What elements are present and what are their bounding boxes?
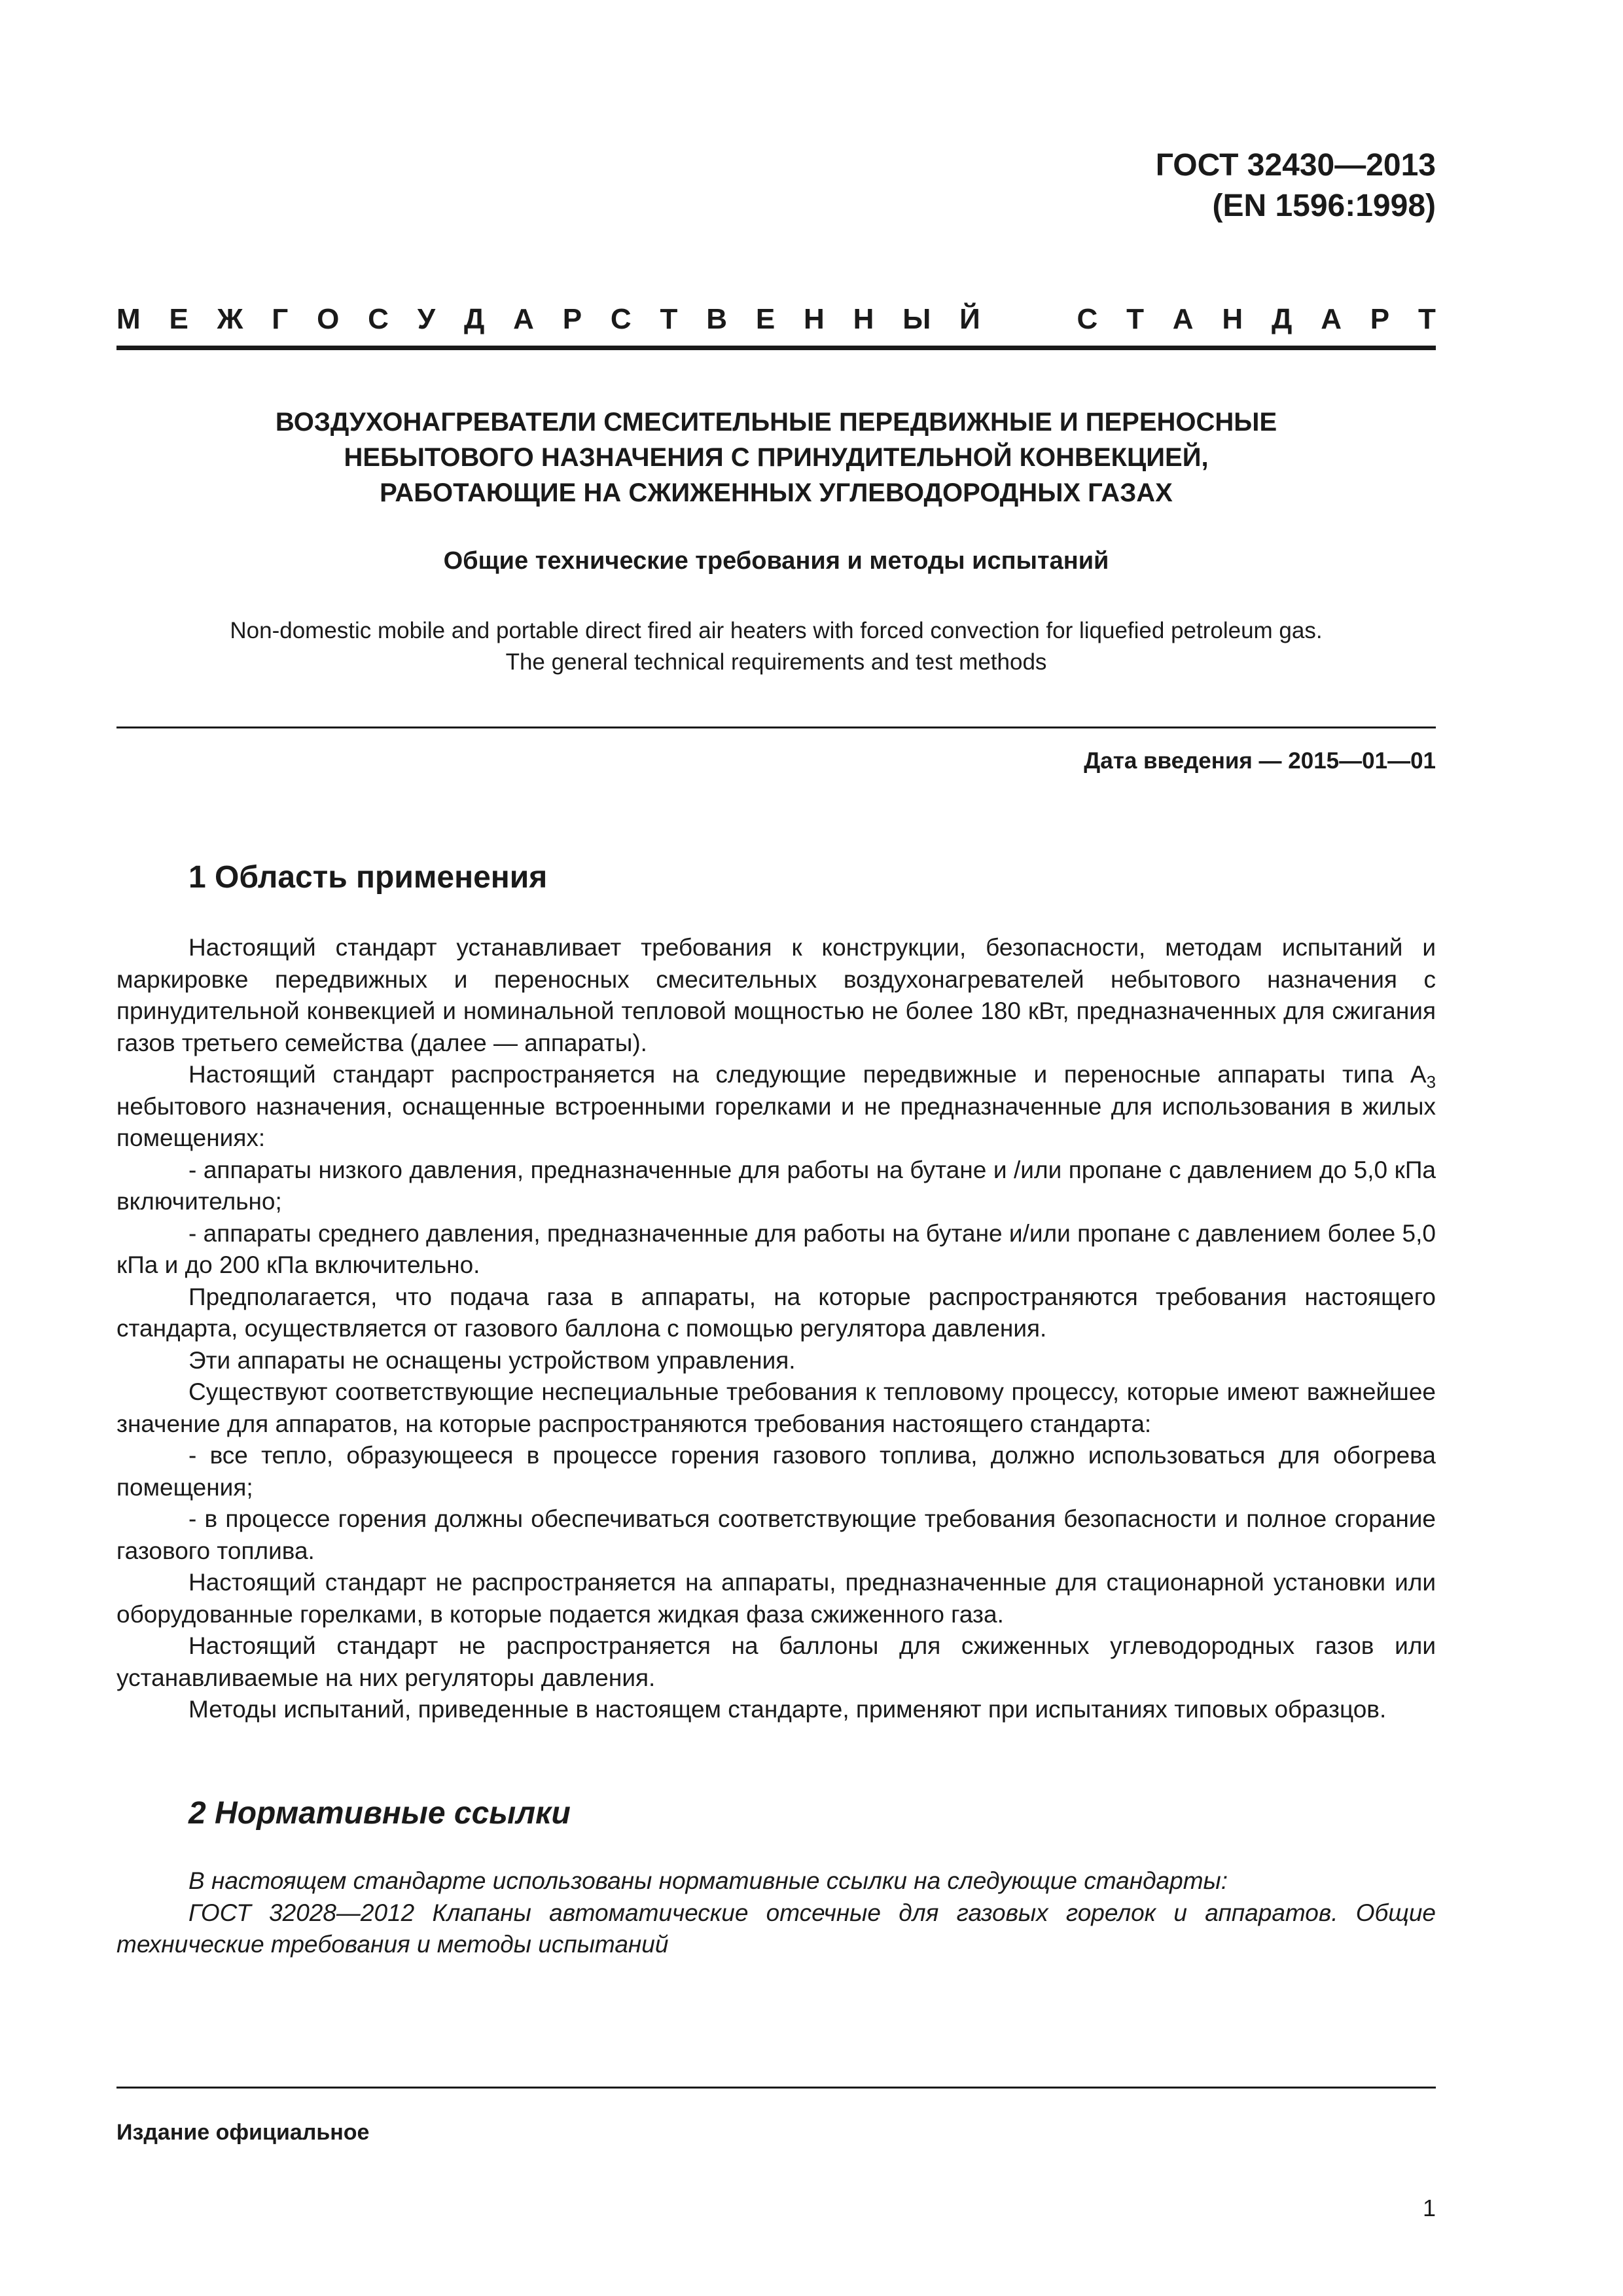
paragraph: Настоящий стандарт не распространяется на аппараты, предназначенные для стационарной установки или оборудованные горелками, в которые подается жидкая фаза сжиженного газа. [116,1569,1436,1628]
banner-letter: С [610,303,632,335]
banner-letter: Ы [902,303,931,335]
page-number: 1 [1422,2195,1436,2221]
banner-letter: С [1077,303,1098,335]
banner-letter: А [1172,303,1194,335]
banner-letter: Д [1272,303,1293,335]
subscript: 3 [1426,1073,1436,1092]
banner-letter: Н [1222,303,1243,335]
paragraph: В настоящем стандарте использованы нормативные ссылки на следующие стандарты: [188,1867,1228,1894]
banner-letter: Н [853,303,874,335]
title-line: РАБОТАЮЩИЕ НА СЖИЖЕННЫХ УГЛЕВОДОРОДНЫХ ГАЗАХ [380,478,1173,507]
banner-letter: Е [755,303,776,335]
list-item: - все тепло, образующееся в процессе горения газового топлива, должно использоваться для обогрева помещения; [116,1442,1436,1501]
paragraph: Эти аппараты не оснащены устройством управления. [188,1346,796,1374]
banner-letter: Р [562,303,582,335]
banner-letter: Й [959,303,980,335]
banner-letter: А [513,303,534,335]
banner-letter: Т [1126,303,1144,335]
paragraph: Настоящий стандарт устанавливает требования к конструкции, безопасности, методам испытаний и маркировке передвижных и переносных смесительных воздухонагревателей небытового назначения с принудительной конвекцией и номинальной тепловой мощностью не более 180 кВт, предназначенных для сжигания газов третьего семейства (далее — аппараты). [116,934,1436,1056]
official-edition-label: Издание официальное [116,2120,370,2145]
english-title [116,615,1436,678]
english-title-line: The general technical requirements and test methods [505,649,1047,675]
interstate-standard-banner [116,301,1436,338]
paragraph: Настоящий стандарт не распространяется на баллоны для сжиженных углеводородных газов или устанавливаемые на них регуляторы давления. [116,1632,1436,1691]
reference-item: ГОСТ 32028—2012 Клапаны автоматические отсечные для газовых горелок и аппаратов. Общие технические требования и методы испытаний [116,1899,1436,1958]
section-2-body [116,1865,1436,1961]
section-1-body [116,932,1436,1726]
list-item: - аппараты низкого давления, предназначенные для работы на бутане и /или пропане с давлением до 5,0 кПа включительно; [116,1156,1436,1215]
footer-divider [116,2087,1436,2089]
paragraph [116,1059,1436,1155]
list-item: - в процессе горения должны обеспечиваться соответствующие требования безопасности и полное сгорание газового топлива. [116,1505,1436,1564]
banner-letter: В [706,303,728,335]
banner-letter: Е [169,303,188,335]
banner-letter: Г [272,303,289,335]
title-line: НЕБЫТОВОГО НАЗНАЧЕНИЯ С ПРИНУДИТЕЛЬНОЙ КОНВЕКЦИЕЙ, [344,443,1209,472]
document-title [116,404,1436,511]
paragraph-text: небытового назначения, оснащенные встроенными горелками и не предназначенные для использования в жилых помещениях: [116,1092,1436,1151]
banner-letter: Т [660,303,678,335]
banner-rule [116,346,1436,350]
standard-number: ГОСТ 32430—2013 [1155,148,1436,183]
banner-letter: Н [804,303,825,335]
banner-letter: Ж [217,303,243,335]
section-1-heading: 1 Область применения [188,860,548,895]
paragraph-text: Настоящий стандарт распространяется на следующие передвижные и переносные аппараты типа A [188,1061,1427,1088]
introduction-date: Дата введения — 2015—01—01 [1084,748,1436,774]
title-line: ВОЗДУХОНАГРЕВАТЕЛИ СМЕСИТЕЛЬНЫЕ ПЕРЕДВИЖНЫЕ И ПЕРЕНОСНЫЕ [275,408,1277,437]
paragraph: Предполагается, что подача газа в аппараты, на которые распространяются требования настоящего стандарта, осуществляется от газового баллона с помощью регулятора давления. [116,1283,1436,1342]
paragraph: Методы испытаний, приведенные в настоящем стандарте, применяют при испытаниях типовых образцов. [188,1696,1387,1723]
en-standard-number: (EN 1596:1998) [1212,188,1436,223]
list-item: - аппараты среднего давления, предназначенные для работы на бутане и/или пропане с давлением более 5,0 кПа и до 200 кПа включительно. [116,1219,1436,1278]
english-title-line: Non-domestic mobile and portable direct fired air heaters with forced convection for liquefied petroleum gas. [230,618,1323,643]
banner-word-gap [1009,301,1048,338]
banner-letter: Т [1418,303,1436,335]
standard-number-block [1156,145,1436,226]
banner-letter: М [116,303,141,335]
document-subtitle: Общие технические требования и методы испытаний [443,547,1109,575]
banner-letter: А [1321,303,1342,335]
banner-letter: Д [463,303,485,335]
title-divider [116,726,1436,728]
section-2-heading: 2 Нормативные ссылки [188,1796,571,1831]
banner-letter: Р [1370,303,1390,335]
banner-letter: У [417,303,436,335]
paragraph: Существуют соответствующие неспециальные требования к тепловому процессу, которые имеют важнейшее значение для аппаратов, на которые распространяются требования настоящего стандарта: [116,1378,1436,1437]
banner-letter: О [317,303,340,335]
banner-letter: С [368,303,389,335]
